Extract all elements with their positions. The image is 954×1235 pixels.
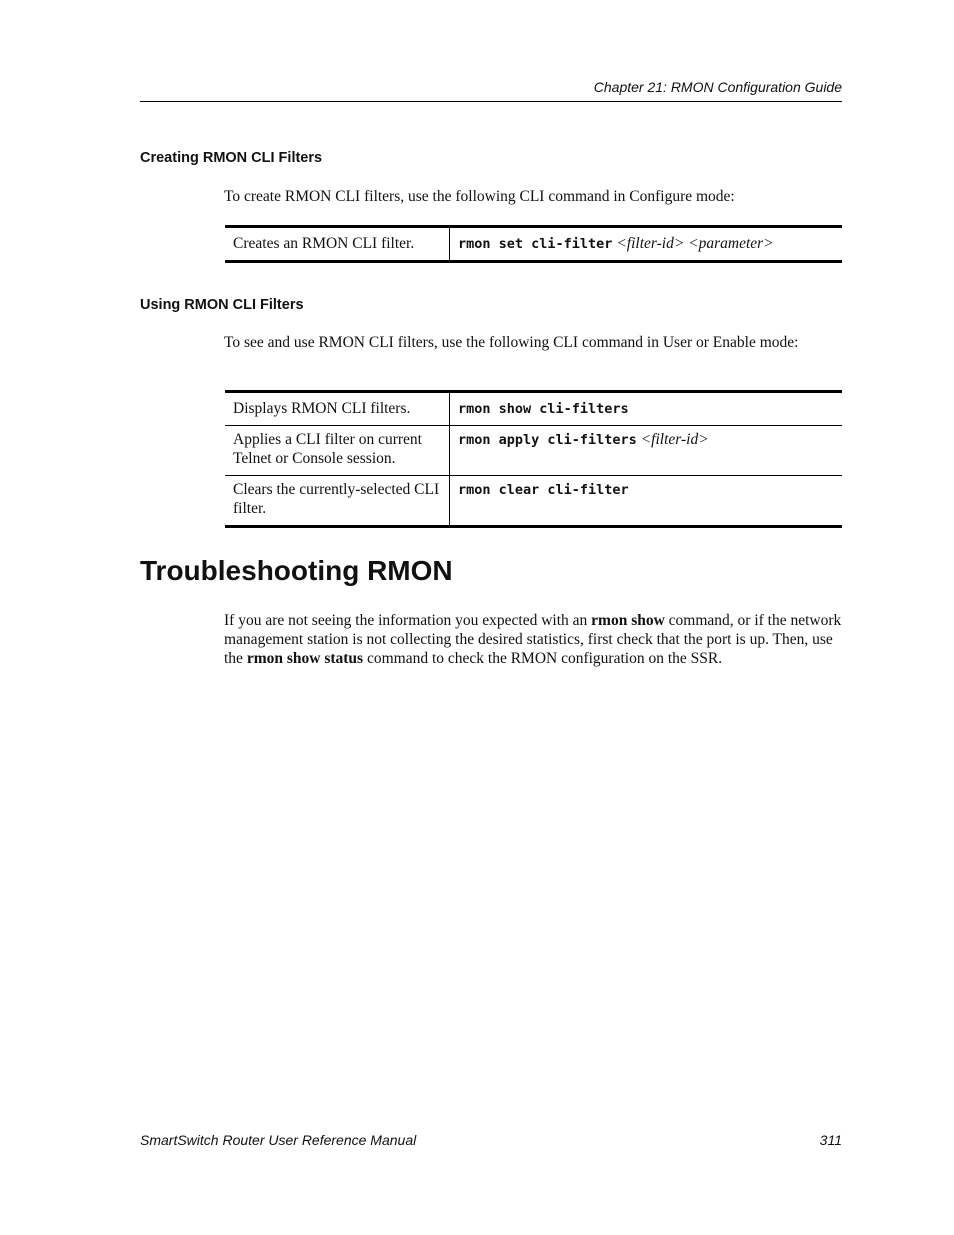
running-header: Chapter 21: RMON Configuration Guide bbox=[593, 79, 842, 95]
use-command-table bbox=[225, 390, 842, 528]
command-args: <filter-id> bbox=[640, 431, 709, 448]
command-reference: rmon show status bbox=[246, 650, 364, 667]
command-cell bbox=[450, 476, 843, 527]
troubleshooting-paragraph bbox=[224, 611, 842, 668]
footer-manual-title: SmartSwitch Router User Reference Manual bbox=[140, 1132, 417, 1148]
command-description: Displays RMON CLI filters. bbox=[225, 392, 450, 426]
command-syntax: rmon show cli-filters bbox=[458, 401, 629, 417]
chapter-section-heading: Troubleshooting RMON bbox=[140, 555, 453, 586]
section-heading-creating: Creating RMON CLI Filters bbox=[140, 150, 323, 166]
command-syntax: rmon set cli-filter bbox=[458, 236, 613, 252]
using-intro: To see and use RMON CLI filters, use the following CLI command in User or Enable mode: bbox=[224, 334, 799, 351]
command-reference: rmon show bbox=[591, 612, 665, 629]
command-syntax: rmon clear cli-filter bbox=[458, 482, 629, 498]
table-row bbox=[225, 426, 842, 476]
table-row bbox=[225, 476, 842, 527]
command-cell bbox=[450, 227, 843, 262]
command-description: Creates an RMON CLI filter. bbox=[225, 227, 450, 262]
section-heading-using: Using RMON CLI Filters bbox=[140, 297, 304, 313]
paragraph-text: command, or if the network management station is not collecting the desired statistics, first check that the port is up. Then, use the bbox=[224, 612, 842, 667]
paragraph-text: If you are not seeing the information you expected with an bbox=[224, 612, 592, 629]
command-cell bbox=[450, 392, 843, 426]
page-number: 311 bbox=[819, 1132, 842, 1148]
table-row bbox=[225, 227, 842, 262]
command-description: Clears the currently-selected CLI filter. bbox=[225, 476, 450, 527]
header-rule bbox=[140, 101, 842, 102]
command-args: <filter-id> <parameter> bbox=[616, 235, 774, 252]
creating-intro: To create RMON CLI filters, use the following CLI command in Configure mode: bbox=[224, 188, 735, 205]
create-command-table bbox=[225, 225, 842, 263]
command-description: Applies a CLI filter on current Telnet or Console session. bbox=[225, 426, 450, 476]
table-row bbox=[225, 392, 842, 426]
command-syntax: rmon apply cli-filters bbox=[458, 432, 637, 448]
command-cell bbox=[450, 426, 843, 476]
paragraph-text: command to check the RMON configuration on the SSR. bbox=[363, 650, 723, 667]
